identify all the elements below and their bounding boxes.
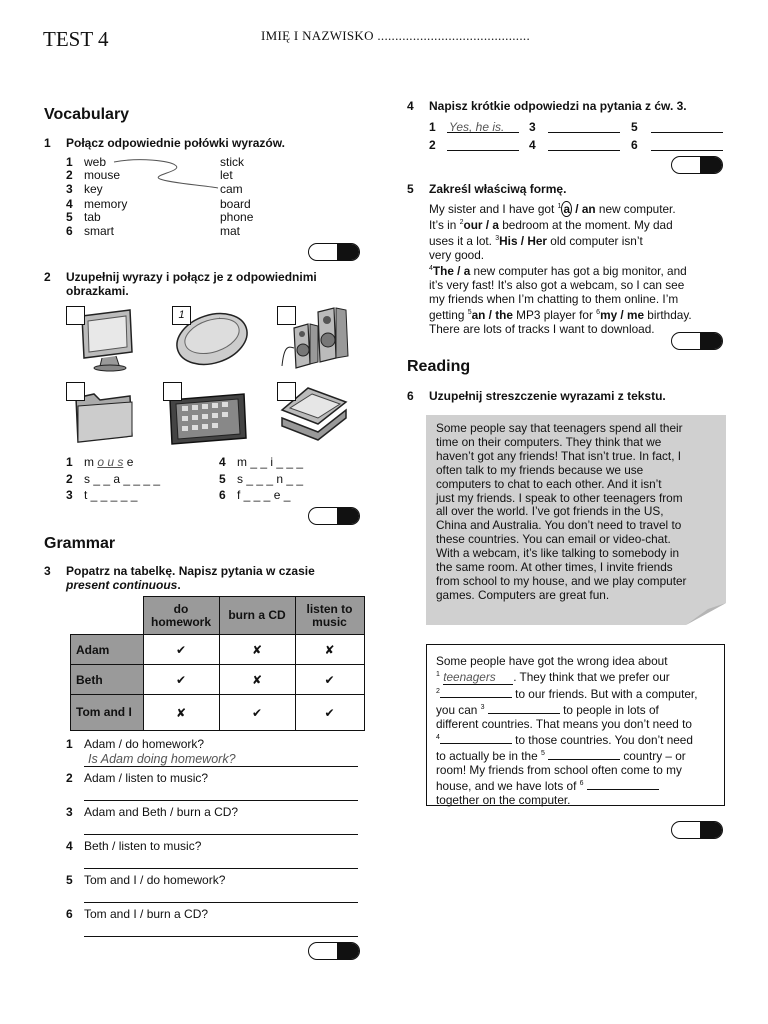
answer-line[interactable]: [84, 800, 358, 801]
score-box-ex3[interactable]: [308, 942, 360, 960]
score-box-ex4[interactable]: [671, 156, 723, 174]
answer-line[interactable]: [548, 150, 620, 151]
vocabulary-heading: Vocabulary: [44, 106, 130, 123]
reading-text-box: [426, 415, 726, 625]
exercise-5-instruction: 5 Zakreśl właściwą formę.: [407, 182, 567, 196]
exercise-1-instruction: 1 Połącz odpowiednie połówki wyrazów.: [44, 136, 285, 150]
tick-mark: ✔: [143, 665, 219, 695]
answer-line[interactable]: [84, 902, 358, 903]
tick-mark: ✔: [143, 635, 219, 665]
answer-line[interactable]: [651, 150, 723, 151]
gap-blank[interactable]: [548, 747, 620, 760]
table-row-label: Beth: [71, 665, 144, 695]
gap-blank[interactable]: [488, 701, 560, 714]
exercise-2-instruction: 2 Uzupełnij wyrazy i połącz je z odpowiednimi obrazkami.: [44, 270, 317, 298]
grammar-heading: Grammar: [44, 535, 116, 552]
tick-mark: ✔: [295, 695, 364, 731]
test-title: TEST 4: [43, 27, 109, 51]
answer-line[interactable]: [84, 834, 358, 835]
score-box-ex5[interactable]: [671, 332, 723, 350]
table-header-cell: do homework: [143, 597, 219, 635]
picture-answer-box-a[interactable]: [66, 306, 85, 325]
cross-mark: ✘: [143, 695, 219, 731]
picture-answer-box-e[interactable]: [163, 382, 182, 401]
page-curl-decoration: [686, 603, 726, 625]
answer-line[interactable]: [447, 150, 519, 151]
answer-line[interactable]: [84, 766, 358, 767]
exercise-6-instruction: 6 Uzupełnij streszczenie wyrazami z tekstu.: [407, 389, 666, 403]
cross-mark: ✘: [295, 635, 364, 665]
answer-line[interactable]: [84, 936, 358, 937]
picture-answer-box-f[interactable]: [277, 382, 296, 401]
picture-answer-box-b[interactable]: 1: [172, 306, 191, 325]
score-box-ex1[interactable]: [308, 243, 360, 261]
gap-blank[interactable]: [440, 731, 512, 744]
example-answer: Is Adam doing homework?: [88, 752, 236, 766]
summary-text: Some people have got the wrong idea about $^1$ teenagers . They think that we prefer our $^2$ to our friends. But with a computer, you can $^3$ to people in lots of different countries. That means you don’t need to $^4$ to those countries. You don’t need to actually be in the $^5$ country – or room! My friends from school often come to my house, and we have lots of $^6$ together on the computer.: [436, 654, 698, 807]
picture-answer-box-c[interactable]: [277, 306, 296, 325]
table-header-cell: burn a CD: [219, 597, 295, 635]
answer-line[interactable]: [84, 868, 358, 869]
table-row-label: Tom and I: [71, 695, 144, 731]
exercise-5-text: My sister and I have got $^1$ a / an new computer. It’s in $^2$our / a bedroom at the moment. My dad uses it a lot. $^3$His / Her old computer isn’t very good. $^4$The / a new computer has got a big monitor, and it’s very fast! It’s also got a webcam, so I can see my friends when I’m chatting to them online. I’m getting $^5$an / the MP3 player for $^6$my / me birthday. There are lots of tracks I want to download.: [429, 201, 692, 336]
reading-heading: Reading: [407, 358, 471, 375]
matching-connector-line: [110, 155, 220, 195]
answer-line[interactable]: [651, 132, 723, 133]
score-box-ex6[interactable]: [671, 821, 723, 839]
gap-blank[interactable]: [587, 777, 659, 790]
activity-table: [70, 596, 365, 731]
table-header-cell: listen to music: [295, 597, 364, 635]
exercise-3-instruction: 3 Popatrz na tabelkę. Napisz pytania w czasie present continuous.: [44, 564, 315, 592]
exercise-4-instruction: 4 Napisz krótkie odpowiedzi na pytania z ćw. 3.: [407, 99, 687, 113]
summary-box: [426, 644, 725, 806]
name-field-label[interactable]: IMIĘ I NAZWISKO ...........................................: [261, 28, 531, 43]
tick-mark: ✔: [295, 665, 364, 695]
cross-mark: ✘: [219, 635, 295, 665]
reading-passage: Some people say that teenagers spend all their time on their computers. They think that we haven’t got any friends! That isn’t true. In fact, I often talk to my friends because we use computers to chat to each other. And it isn’t just my friends. I speak to other teenagers from all over the world. I’ve got friends in the US, China and Australia. You don’t need to travel to these countries. You can email or video-chat. With a webcam, it’s like talking to somebody in the same room. At other times, I invite friends from school to my house, and we play computer games. Computers are great fun.: [436, 421, 687, 602]
example-answer-blank[interactable]: teenagers: [443, 670, 513, 685]
picture-answer-box-d[interactable]: [66, 382, 85, 401]
answer-line[interactable]: [548, 132, 620, 133]
cross-mark: ✘: [219, 665, 295, 695]
answer-line[interactable]: [447, 132, 519, 133]
score-box-ex2[interactable]: [308, 507, 360, 525]
tick-mark: ✔: [219, 695, 295, 731]
gap-blank[interactable]: [440, 685, 512, 698]
table-row-label: Adam: [71, 635, 144, 665]
